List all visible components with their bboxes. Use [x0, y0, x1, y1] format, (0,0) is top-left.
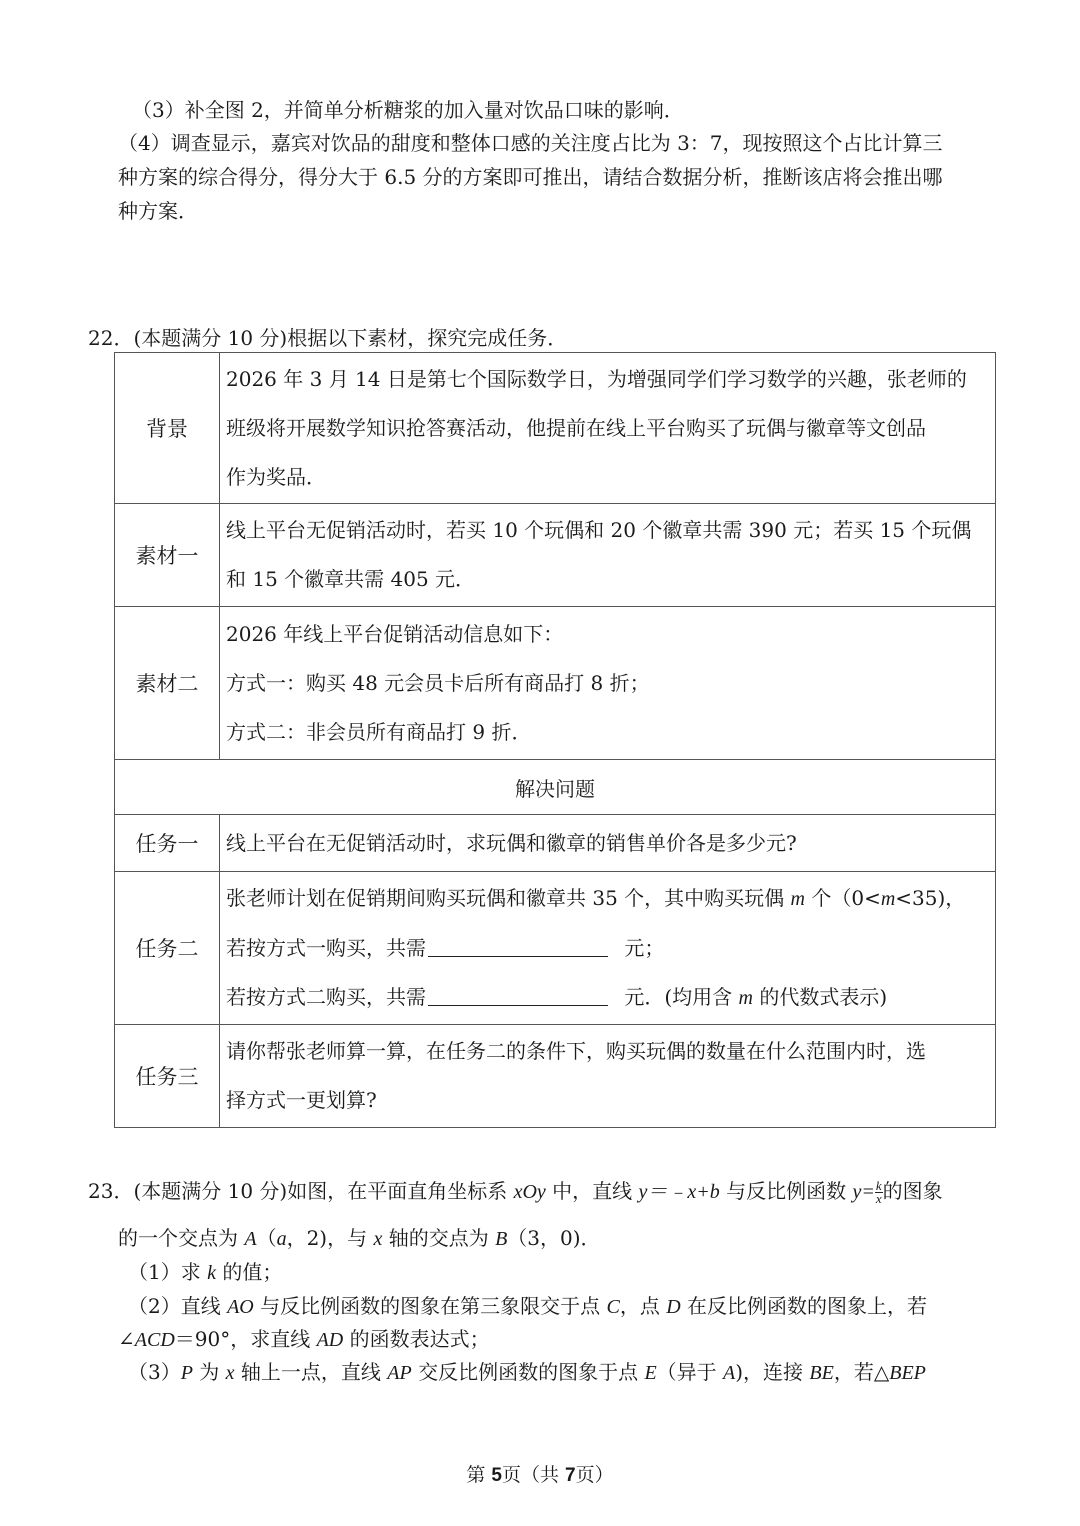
- text-span: ，2)，与: [286, 1226, 374, 1250]
- q23-part2-line2: [118, 1324, 490, 1355]
- text-span: 中，直线: [545, 1179, 639, 1203]
- material2-line: 方式二：非会员所有商品打 9 折．: [226, 719, 532, 744]
- table-row-background: [115, 353, 996, 504]
- task1-content: [220, 815, 996, 872]
- q23-part2-line1: [128, 1291, 927, 1322]
- var-P: P: [180, 1362, 193, 1384]
- task1-text: 线上平台在无促销活动时，求玩偶和徽章的销售单价各是多少元?: [226, 830, 797, 855]
- text-span: 轴的交点为: [382, 1226, 496, 1250]
- text-span: ＝90°，求直线: [174, 1327, 317, 1351]
- task2-line1: [226, 874, 991, 924]
- text-span: ，若△: [833, 1360, 890, 1384]
- solve-header: 解决问题: [115, 760, 996, 815]
- material1-line: 线上平台无促销活动时，若买 10 个玩偶和 20 个徽章共需 390 元；若买 15 个玩偶: [226, 518, 972, 542]
- var-xoy: xOy: [513, 1181, 546, 1203]
- q23-line2: [118, 1223, 601, 1254]
- q21-part3: （3）补全图 2，并简单分析糖浆的加入量对饮品口味的影响．: [132, 98, 684, 122]
- text-span: 张老师计划在促销期间购买玩偶和徽章共 35 个，其中购买玩偶: [226, 885, 791, 910]
- background-line: 作为奖品．: [226, 464, 326, 489]
- fraction-k-over-x: [875, 1180, 883, 1205]
- text-span: 交反比例函数的图象于点: [411, 1360, 645, 1384]
- text-span: ∠: [118, 1327, 135, 1351]
- var-m: m: [790, 887, 805, 910]
- text-span: 23．(本题满分 10 分)如图，在平面直角坐标系: [88, 1179, 514, 1203]
- page-footer: [0, 1460, 1080, 1487]
- text-span: 为: [192, 1360, 226, 1384]
- q22-task-table: [114, 352, 996, 1128]
- page-number: 5: [491, 1465, 502, 1486]
- material1-content: [220, 504, 996, 607]
- background-line: 2026 年 3 月 14 日是第七个国际数学日，为增强同学们学习数学的兴趣，张老师的: [226, 366, 967, 391]
- var-a: a: [276, 1228, 287, 1250]
- answer-blank-1[interactable]: [428, 934, 608, 957]
- text-span: 若按方式一购买，共需: [226, 935, 426, 960]
- table-row-solve-header: [115, 760, 996, 815]
- var-AP: AP: [387, 1362, 412, 1384]
- fraction-numerator: k: [875, 1178, 882, 1193]
- background-content: [220, 353, 996, 504]
- q23-heading: [88, 1176, 943, 1207]
- text-span: 页（共: [501, 1464, 566, 1486]
- fraction-denominator: x: [875, 1191, 882, 1206]
- table-row-material2: [115, 607, 996, 760]
- text-span: （1）求: [128, 1260, 208, 1284]
- table-row-material1: [115, 504, 996, 607]
- text-span: 的一个交点为: [118, 1226, 245, 1250]
- text-span: 与反比例函数的图象在第三象限交于点: [253, 1294, 607, 1318]
- total-pages: 7: [565, 1465, 576, 1486]
- q21-part4-line3: 种方案．: [118, 199, 198, 223]
- var-A: A: [723, 1362, 736, 1384]
- material1-label: 素材一: [115, 504, 220, 607]
- q21-part4-line1: （4）调查显示，嘉宾对饮品的甜度和整体口感的关注度占比为 3：7，现按照这个占比计算三: [118, 131, 943, 155]
- task3-label: 任务三: [115, 1025, 220, 1128]
- text-span: <35)，: [895, 885, 966, 910]
- answer-blank-2[interactable]: [428, 983, 608, 1006]
- text-span: 的值；: [215, 1260, 283, 1284]
- text-span: （3）: [128, 1360, 181, 1384]
- task2-line3: [226, 973, 991, 1023]
- var-D: D: [666, 1296, 681, 1318]
- text-span: 页）: [575, 1464, 614, 1486]
- material2-content: [220, 607, 996, 760]
- task3-content: [220, 1025, 996, 1128]
- text-span: 轴上一点，直线: [234, 1360, 388, 1384]
- text-span: （: [256, 1226, 277, 1250]
- var-x: x: [373, 1228, 383, 1250]
- var-BEP: BEP: [889, 1362, 926, 1384]
- var-A: A: [244, 1228, 257, 1250]
- task2-label: 任务二: [115, 872, 220, 1025]
- var-B: B: [495, 1228, 508, 1250]
- material2-line: 2026 年线上平台促销活动信息如下：: [226, 621, 564, 646]
- text-span: （3，0)．: [507, 1226, 601, 1250]
- material1-line: 和 15 个徽章共需 405 元．: [226, 567, 476, 591]
- text-span: )，连接: [735, 1360, 810, 1384]
- q21-part4-line2: 种方案的综合得分，得分大于 6.5 分的方案即可推出，请结合数据分析，推断该店将会推出哪: [118, 165, 943, 189]
- material2-label: 素材二: [115, 607, 220, 760]
- var-C: C: [606, 1296, 620, 1318]
- q23-part3: [128, 1357, 926, 1388]
- text-span: （2）直线: [128, 1294, 228, 1318]
- text-span: 第: [466, 1464, 492, 1486]
- text-span: 元．(均用含: [618, 984, 739, 1009]
- task1-label: 任务一: [115, 815, 220, 872]
- var-AO: AO: [227, 1296, 254, 1318]
- var-ACD: ACD: [134, 1329, 175, 1351]
- text-span: 的代数式表示): [752, 984, 888, 1009]
- var-AD: AD: [316, 1329, 344, 1351]
- text-span: （异于: [656, 1360, 724, 1384]
- text-span: 若按方式二购买，共需: [226, 984, 426, 1009]
- line-equation: y＝﹣x+b: [638, 1181, 720, 1203]
- text-span: 的函数表达式；: [343, 1327, 490, 1351]
- var-k: k: [207, 1262, 216, 1284]
- text-span: 在反比例函数的图象上，若: [680, 1294, 927, 1318]
- var-m: m: [880, 887, 896, 910]
- text-span: 元；: [618, 935, 665, 960]
- text-span: ，点: [619, 1294, 667, 1318]
- task3-line: 请你帮张老师算一算，在任务二的条件下，购买玩偶的数量在什么范围内时，选: [226, 1039, 926, 1063]
- text-span: 的图象: [882, 1179, 943, 1203]
- var-x: x: [225, 1362, 235, 1384]
- task3-line: 择方式一更划算?: [226, 1088, 377, 1112]
- q23-part1: [128, 1257, 282, 1288]
- text-span: 个（0<: [804, 885, 881, 910]
- background-line: 班级将开展数学知识抢答赛活动，他提前在线上平台购买了玩偶与徽章等文创品: [226, 415, 926, 440]
- task2-content: [220, 872, 996, 1025]
- var-E: E: [644, 1362, 657, 1384]
- table-row-task2: [115, 872, 996, 1025]
- var-BE: BE: [809, 1362, 834, 1384]
- material2-line: 方式一：购买 48 元会员卡后所有商品打 8 折；: [226, 670, 650, 695]
- table-row-task3: [115, 1025, 996, 1128]
- table-row-task1: [115, 815, 996, 872]
- text-span: 与反比例函数: [719, 1179, 853, 1203]
- var-y: y=: [852, 1181, 875, 1203]
- var-m: m: [738, 986, 753, 1009]
- background-label: 背景: [115, 353, 220, 504]
- q22-heading: 22．(本题满分 10 分)根据以下素材，探究完成任务．: [88, 326, 568, 350]
- task2-line2: [226, 924, 991, 973]
